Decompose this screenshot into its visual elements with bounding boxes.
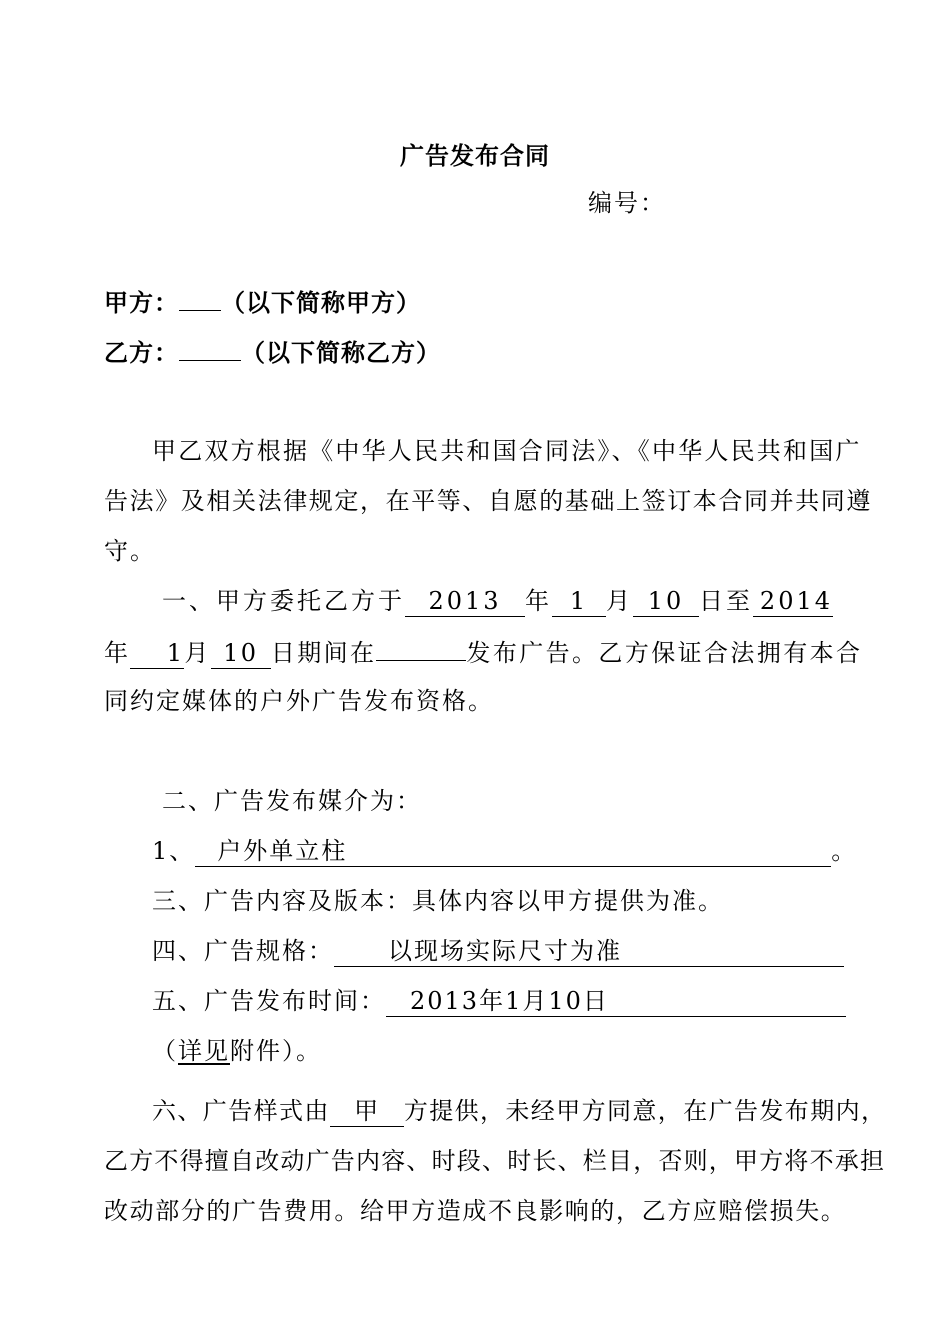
clause-1-place-blank[interactable] — [376, 636, 466, 661]
clause-1-line2-month-char: 月 — [184, 639, 211, 667]
clause-1-start-year: 2013 — [405, 586, 525, 617]
document-title: 广告发布合同 — [400, 142, 550, 170]
clause-1-end-year: 2014 — [753, 586, 833, 617]
clause-2-item — [152, 836, 857, 867]
clause-6-line-3: 改动部分的广告费用。给甲方造成不良影响的，乙方应赔偿损失。 — [104, 1197, 847, 1225]
clause-1-prefix: 一、甲方委托乙方于 — [162, 587, 405, 615]
clause-5 — [152, 986, 846, 1017]
clause-1-after-place: 发布广告。乙方保证合法拥有本合 — [466, 639, 863, 667]
clause-1-line-2 — [104, 636, 862, 669]
clause-5-value: 2013年1月10日 — [386, 986, 846, 1017]
contract-number-label: 编号： — [588, 189, 666, 217]
party-a-label: 甲方： — [104, 289, 179, 317]
clause-4 — [152, 936, 844, 967]
clause-1-month-char: 月 — [606, 587, 633, 615]
preamble-line-1: 甲乙双方根据《中华人民共和国合同法》、《中华人民共和国广 — [152, 437, 862, 465]
clause-1-line2-year-char: 年 — [104, 639, 131, 667]
clause-6-rest: 方提供，未经甲方同意，在广告发布期内， — [403, 1097, 887, 1125]
clause-2-item-end: 。 — [831, 837, 858, 865]
clause-2-heading: 二、广告发布媒介为： — [162, 787, 422, 815]
clause-1-year-char: 年 — [525, 587, 552, 615]
clause-5-note-open: （ — [152, 1037, 178, 1065]
clause-5-note-link[interactable]: 详见 — [178, 1037, 230, 1065]
party-b-note: （以下简称乙方） — [241, 339, 441, 367]
preamble-line-3: 守。 — [104, 537, 156, 565]
clause-5-label: 五、广告发布时间： — [152, 987, 386, 1015]
clause-6-prefix: 六、广告样式由 — [152, 1097, 330, 1125]
clause-3-label: 三、广告内容及版本： — [152, 887, 412, 915]
clause-1-day-to: 日至 — [699, 587, 753, 615]
party-b-label: 乙方： — [104, 339, 179, 367]
clause-6-line-2: 乙方不得擅自改动广告内容、时段、时长、栏目，否则，甲方将不承担 — [104, 1147, 886, 1175]
party-b-blank[interactable] — [179, 336, 241, 361]
clause-1-period-text: 日期间在 — [270, 639, 377, 667]
clause-1-line-1 — [162, 586, 833, 617]
clause-6-line-1 — [152, 1096, 886, 1127]
party-a-blank[interactable] — [179, 286, 221, 311]
clause-4-label: 四、广告规格： — [152, 937, 334, 965]
clause-1-start-month: 1 — [552, 586, 606, 617]
clause-5-note-rest: 附件）。 — [230, 1037, 322, 1065]
preamble-line-2: 告法》及相关法律规定，在平等、自愿的基础上签订本合同并共同遵 — [104, 487, 872, 515]
clause-1-end-day: 10 — [211, 638, 271, 669]
clause-3-text: 具体内容以甲方提供为准。 — [412, 887, 724, 915]
clause-3 — [152, 886, 724, 916]
clause-2-item-number: 1、 — [152, 837, 196, 865]
clause-6-party: 甲 — [330, 1096, 404, 1127]
clause-4-value: 以现场实际尺寸为准 — [334, 936, 844, 967]
party-b-line — [104, 336, 441, 368]
clause-5-note — [152, 1036, 322, 1066]
clause-2-item-value: 户外单立柱 — [195, 836, 831, 867]
party-a-note: （以下简称甲方） — [221, 289, 421, 317]
clause-1-start-day: 10 — [633, 586, 699, 617]
clause-1-end-month: 1 — [130, 638, 184, 669]
clause-1-line-3: 同约定媒体的户外广告发布资格。 — [104, 687, 494, 715]
party-a-line — [104, 286, 421, 318]
